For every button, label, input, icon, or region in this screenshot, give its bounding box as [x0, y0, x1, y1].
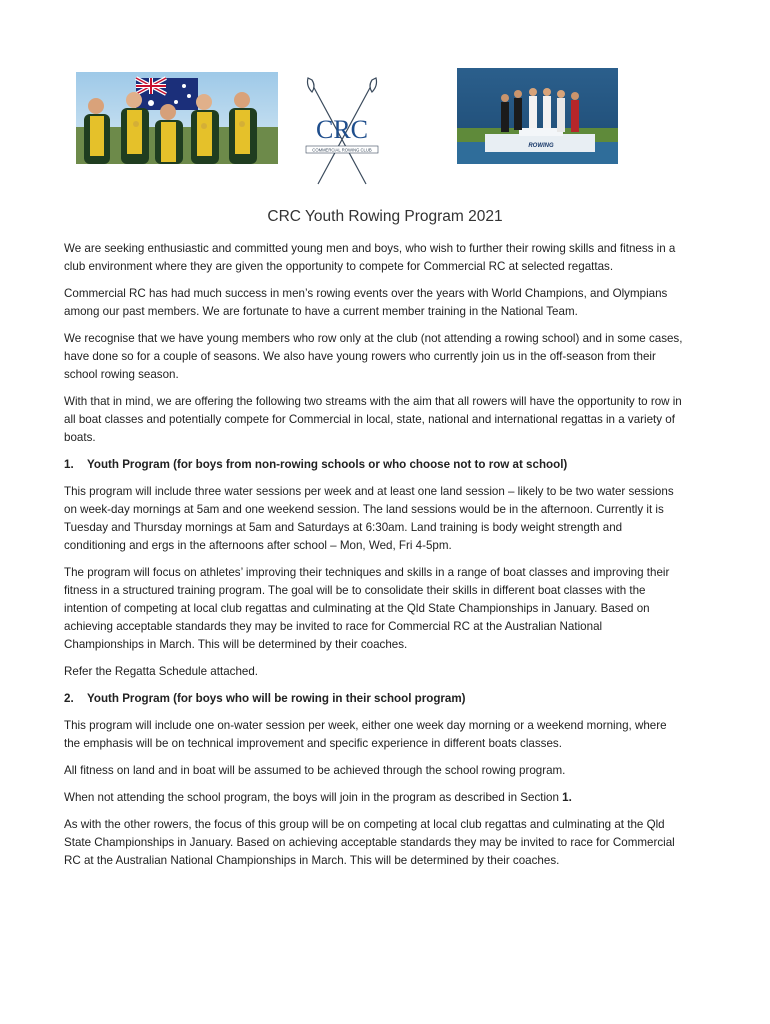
- section-2-focus-paragraph: As with the other rowers, the focus of this group will be on competing at local club regattas and culminating at the Qld State Championships in January. Based on achieving acceptable standards they may be invited to race for Commercial RC at the Australian National Championships in March. This will be determined by their coaches.: [64, 818, 675, 867]
- section-2-fitness-paragraph: All fitness on land and in boat will be assumed to be achieved through the school rowing program.: [64, 764, 566, 777]
- section-1-number: 1.: [64, 458, 74, 471]
- members-paragraph: We recognise that we have young members who row only at the club (not attending a rowing school) and in some cases, have done so for a couple of seasons. We also have young rowers who currently join us in the off-season from their school rowing season.: [64, 332, 683, 381]
- intro-paragraph: We are seeking enthusiastic and committed young men and boys, who wish to further their rowing skills and fitness in a club environment where they are given the opportunity to compete for Commercial RC at selected regattas.: [64, 242, 676, 273]
- section-2-number: 2.: [64, 692, 74, 705]
- section-2-heading: [64, 690, 684, 708]
- section-2-session-paragraph: This program will include one on-water session per week, either one week day morning or a weekend morning, where the emphasis will be on technical improvement and specific experience in different boats classes.: [64, 719, 667, 750]
- section-2-offschool-text: When not attending the school program, the boys will join in the program as described in Section: [64, 791, 563, 804]
- section-1-heading-text: Youth Program (for boys from non-rowing schools or who choose not to row at school): [87, 458, 568, 471]
- section-1-regatta-note: Refer the Regatta Schedule attached.: [64, 665, 259, 678]
- crc-club-logo: [300, 76, 384, 188]
- section-2-offschool-paragraph: [64, 789, 684, 807]
- document-body: [64, 240, 684, 879]
- logo-text: CRC: [315, 115, 369, 144]
- section-1-heading: [64, 456, 684, 474]
- document-title: CRC Youth Rowing Program 2021: [267, 208, 503, 225]
- streams-paragraph: With that in mind, we are offering the following two streams with the aim that all rowers will have the opportunity to row in all boat classes and potentially compete for Commercial in local, state, national and international regattas in a variety of boats.: [64, 395, 682, 444]
- section-1-schedule-paragraph: This program will include three water sessions per week and at least one land session – likely to be two water sessions on week-day mornings at 5am and one weekend session. The land sessions would be in the afternoon. Currently it is Tuesday and Thursday mornings at 5am and Saturdays at 6:30am. Land training is body weight strength and conditioning and ergs in the afternoons after school – Mon, Wed, Fri 4-5pm.: [64, 485, 674, 552]
- podium-photo: [457, 68, 618, 164]
- section-1-focus-paragraph: The program will focus on athletes’ improving their techniques and skills in a range of boat classes and improving their fitness in a structured training program. The goal will be to consolidate their skills in different boat classes with the intention of competing at local club regattas and culminating at the Qld State Championships in January. Based on achieving acceptable standards they may be invited to race for Commercial RC at the Australian National Championships in March. This will be determined by their coaches.: [64, 566, 670, 651]
- section-reference: 1.: [562, 791, 572, 804]
- logo-banner-text: COMMERCIAL ROWING CLUB: [312, 147, 372, 153]
- section-2-heading-text: Youth Program (for boys who will be rowing in their school program): [87, 692, 466, 705]
- history-paragraph: Commercial RC has had much success in men’s rowing events over the years with World Champions, and Olympians among our past members. We are fortunate to have a current member training in the National Team.: [64, 287, 668, 318]
- svg-text:ROWING: ROWING: [528, 143, 554, 149]
- team-celebration-photo: [76, 72, 278, 164]
